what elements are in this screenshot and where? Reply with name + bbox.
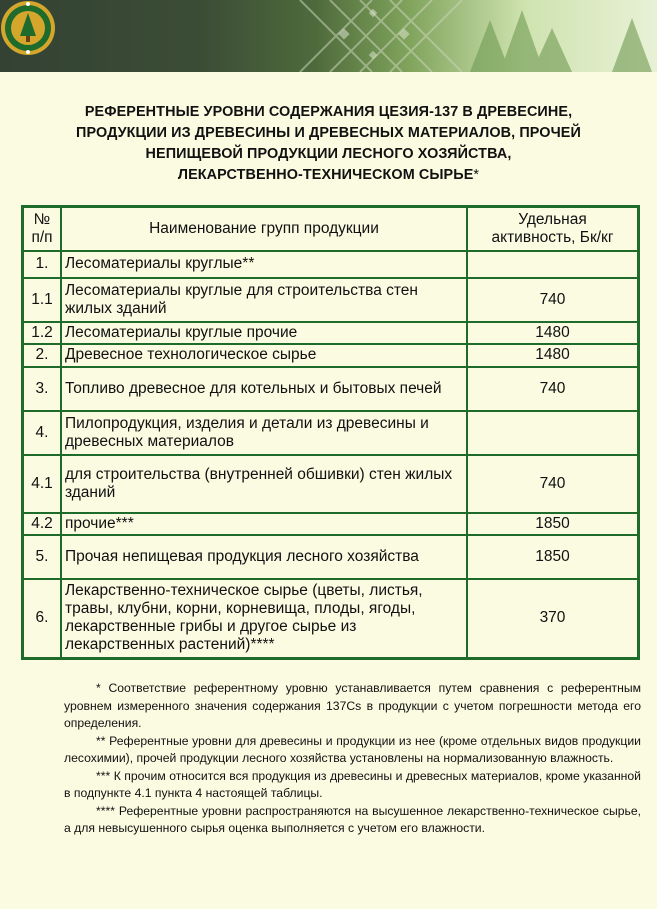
row-name: Древесное технологическое сырье xyxy=(61,344,467,367)
ornament-pattern xyxy=(0,0,657,72)
row-value: 1480 xyxy=(467,322,639,344)
page-title xyxy=(40,102,617,186)
table-header-row xyxy=(23,207,639,251)
table-row xyxy=(23,579,639,659)
reference-levels-table xyxy=(21,205,640,660)
row-name: Лесоматериалы круглые для строительства стен жилых зданий xyxy=(61,278,467,322)
row-name: для строительства (внутренней обшивки) стен жилых зданий xyxy=(61,455,467,513)
row-number: 3. xyxy=(23,367,62,411)
title-line: РЕФЕРЕНТНЫЕ УРОВНИ СОДЕРЖАНИЯ ЦЕЗИЯ-137 В ДРЕВЕСИНЕ, xyxy=(84,104,573,120)
row-value: 1480 xyxy=(467,344,639,367)
row-value xyxy=(467,411,639,455)
table-row xyxy=(23,344,639,367)
column-header-number: № п/п xyxy=(23,207,62,251)
row-name: Лекарственно-техническое сырье (цветы, листья, травы, клубни, корни, корневища, плоды, ягоды, лекарственные грибы и другое сырье из лекарственных растений)**** xyxy=(61,579,467,659)
footnotes xyxy=(64,680,641,838)
table-row xyxy=(23,367,639,411)
forestry-emblem xyxy=(0,0,56,56)
column-header-name: Наименование групп продукции xyxy=(61,207,467,251)
header-banner xyxy=(0,0,657,72)
table-row xyxy=(23,322,639,344)
row-number: 4.2 xyxy=(23,513,62,535)
row-name: прочие*** xyxy=(61,513,467,535)
footnote: *** К прочим относится вся продукция из древесины и древесных материалов, кроме указанной в подпункте 4.1 пункта 4 настоящей таблицы. xyxy=(64,768,641,800)
row-number: 1.1 xyxy=(23,278,62,322)
row-name: Пилопродукция, изделия и детали из древесины и древесных материалов xyxy=(61,411,467,455)
table-row xyxy=(23,251,639,278)
row-number: 6. xyxy=(23,579,62,659)
row-name: Лесоматериалы круглые** xyxy=(61,251,467,278)
table-row xyxy=(23,513,639,535)
title-footnote-mark: * xyxy=(473,167,480,183)
footnote: * Соответствие референтному уровню устанавливается путем сравнения с референтным уровнем измеренного значения содержания 137Cs в продукции с учетом погрешности метода его определения. xyxy=(64,681,641,730)
footnote: ** Референтные уровни для древесины и продукции из нее (кроме отдельных видов продукции лесохимии), прочей продукции лесного хозяйства установлены на нормализованную влажность. xyxy=(64,733,641,765)
table-row xyxy=(23,278,639,322)
row-value: 1850 xyxy=(467,513,639,535)
table-row xyxy=(23,535,639,579)
title-line: ПРОДУКЦИИ ИЗ ДРЕВЕСИНЫ И ДРЕВЕСНЫХ МАТЕРИАЛОВ, ПРОЧЕЙ xyxy=(76,125,581,141)
row-name: Прочая непищевая продукция лесного хозяйства xyxy=(61,535,467,579)
row-value: 740 xyxy=(467,367,639,411)
title-line: ЛЕКАРСТВЕННО-ТЕХНИЧЕСКОМ СЫРЬЕ* xyxy=(177,167,480,183)
title-line: НЕПИЩЕВОЙ ПРОДУКЦИИ ЛЕСНОГО ХОЗЯЙСТВА, xyxy=(145,146,512,162)
row-number: 4. xyxy=(23,411,62,455)
row-number: 2. xyxy=(23,344,62,367)
table-row xyxy=(23,411,639,455)
table-row xyxy=(23,455,639,513)
row-number: 4.1 xyxy=(23,455,62,513)
row-value: 370 xyxy=(467,579,639,659)
column-header-activity: Удельная активность, Бк/кг xyxy=(467,207,639,251)
row-number: 1. xyxy=(23,251,62,278)
row-value: 740 xyxy=(467,278,639,322)
row-number: 5. xyxy=(23,535,62,579)
row-value xyxy=(467,251,639,278)
row-name: Лесоматериалы круглые прочие xyxy=(61,322,467,344)
footnote: **** Референтные уровни распространяются на высушенное лекарственно-техническое сырье, а для невысушенного сырья оценка выполняется с учетом его влажности. xyxy=(64,803,641,835)
row-value: 740 xyxy=(467,455,639,513)
row-name: Топливо древесное для котельных и бытовых печей xyxy=(61,367,467,411)
row-value: 1850 xyxy=(467,535,639,579)
row-number: 1.2 xyxy=(23,322,62,344)
